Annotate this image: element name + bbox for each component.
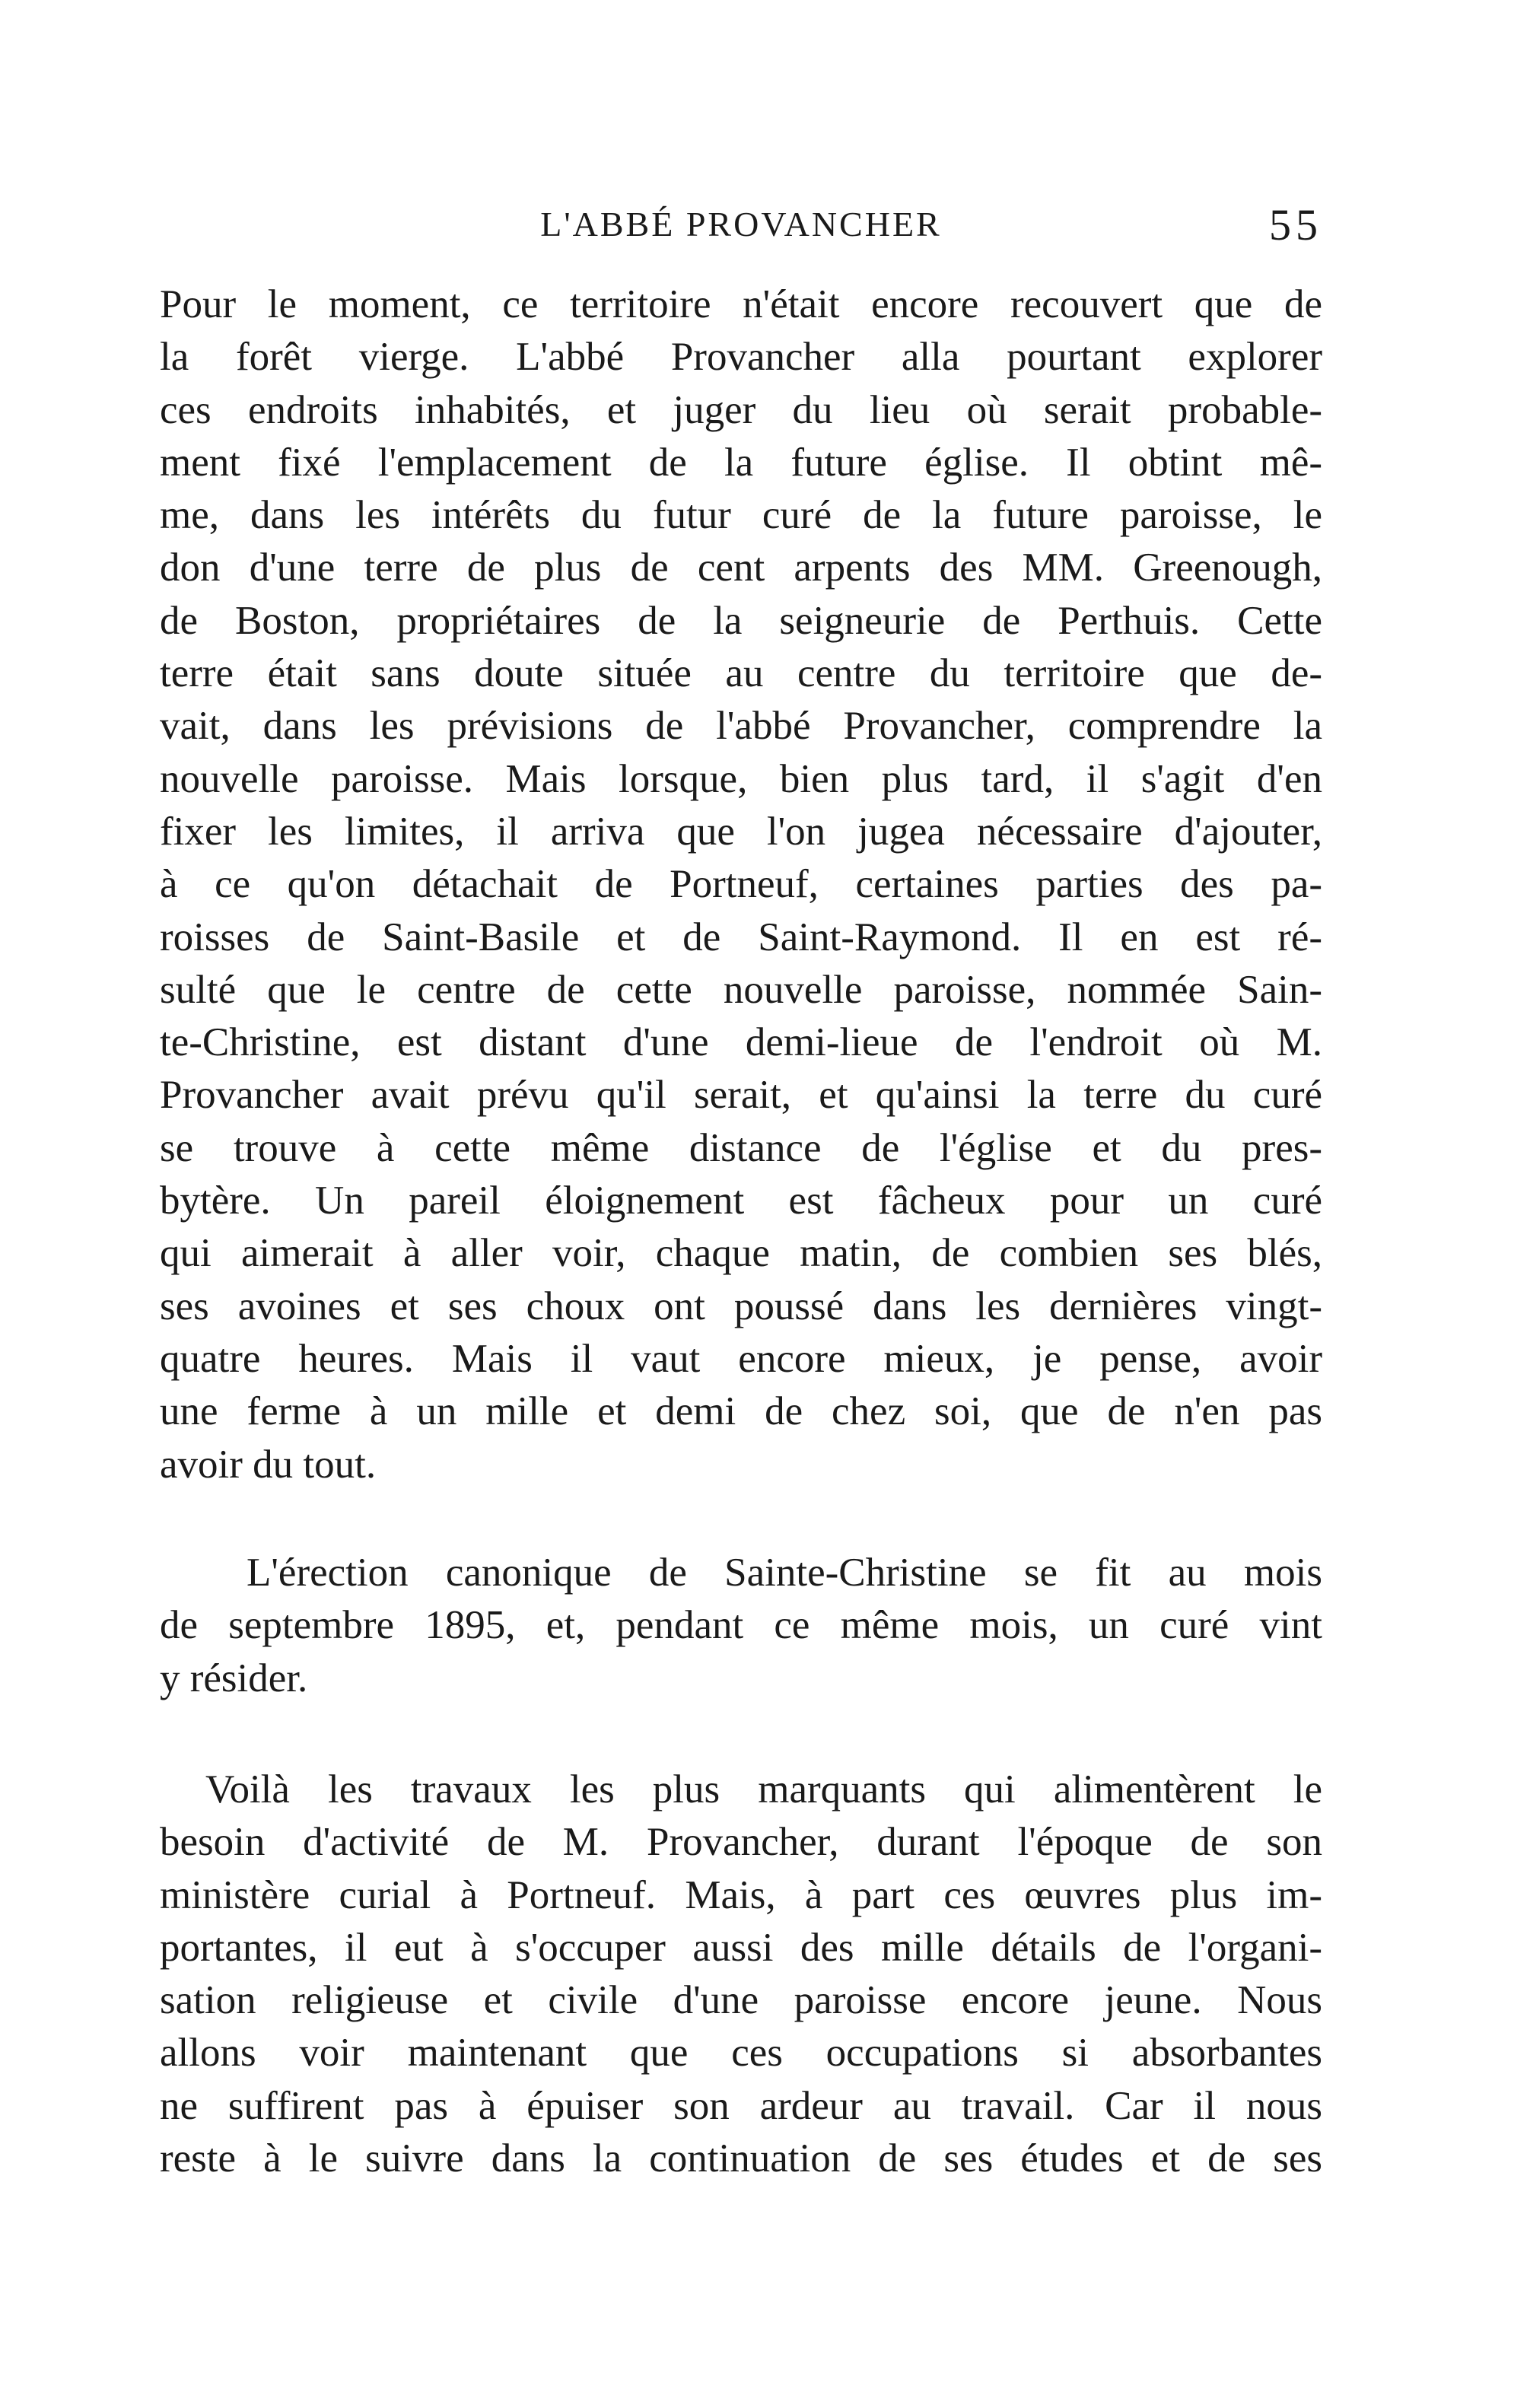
text-line: Voilà les travaux les plus marquants qui alimentèrent le [205,1767,1322,1812]
text-line: te-Christine, est distant d'une demi-lieue de l'endroit où M. [160,1020,1322,1065]
text-line: allons voir maintenant que ces occupations si absorbantes [160,2031,1322,2076]
text-line: bytère. Un pareil éloignement est fâcheux pour un curé [160,1179,1322,1223]
paragraph-2 [160,1547,1322,1705]
text-line: de septembre 1895, et, pendant ce même mois, un curé vint [160,1603,1322,1648]
text-line: fixer les limites, il arriva que l'on jugea nécessaire d'ajouter, [160,809,1322,854]
text-line: sation religieuse et civile d'une paroisse encore jeune. Nous [160,1978,1322,2023]
text-line: ne suffirent pas à épuiser son ardeur au travail. Car il nous [160,2083,1322,2128]
text-line: me, dans les intérêts du futur curé de la future paroisse, le [160,493,1322,538]
text-line: ministère curial à Portneuf. Mais, à part ces œuvres plus im- [160,1872,1322,1917]
page-number: 55 [1269,200,1322,250]
text-line: roisses de Saint-Basile et de Saint-Raymond. Il en est ré- [160,915,1322,959]
text-line: de Boston, propriétaires de la seigneurie de Perthuis. Cette [160,598,1322,643]
text-line: quatre heures. Mais il vaut encore mieux, je pense, avoir [160,1336,1322,1381]
running-title: L'ABBÉ PROVANCHER [540,205,942,243]
text-line: besoin d'activité de M. Provancher, durant l'époque de son [160,1820,1322,1865]
text-line: Provancher avait prévu qu'il serait, et qu'ainsi la terre du curé [160,1073,1322,1118]
text-line: sulté que le centre de cette nouvelle paroisse, nommée Sain- [160,967,1322,1012]
text-line: avoir du tout. [160,1442,377,1487]
running-head [160,200,1322,257]
text-line: reste à le suivre dans la continuation de ses études et de ses [160,2136,1322,2181]
text-line: ment fixé l'emplacement de la future église. Il obtint mê- [160,440,1322,485]
text-line: portantes, il eut à s'occuper aussi des mille détails de l'organi- [160,1925,1322,1970]
text-line: don d'une terre de plus de cent arpents des MM. Greenough, [160,546,1322,590]
text-line: y résider. [160,1656,308,1700]
text-line: L'érection canonique de Sainte-Christine se fit au mois [247,1551,1322,1595]
text-line: une ferme à un mille et demi de chez soi, que de n'en pas [160,1389,1322,1434]
text-line: ses avoines et ses choux ont poussé dans les dernières vingt- [160,1284,1322,1328]
text-line: terre était sans doute située au centre du territoire que de- [160,651,1322,696]
paragraph-1 [160,278,1322,1491]
text-line: qui aimerait à aller voir, chaque matin, de combien ses blés, [160,1231,1322,1276]
text-line: vait, dans les prévisions de l'abbé Provancher, comprendre la [160,704,1322,749]
text-line: à ce qu'on détachait de Portneuf, certaines parties des pa- [160,862,1322,907]
text-line: la forêt vierge. L'abbé Provancher alla pourtant explorer [160,335,1322,380]
text-line: se trouve à cette même distance de l'église et du pres- [160,1125,1322,1170]
text-line: Pour le moment, ce territoire n'était encore recouvert que de [160,282,1322,326]
text-line: nouvelle paroisse. Mais lorsque, bien plus tard, il s'agit d'en [160,756,1322,801]
text-line: ces endroits inhabités, et juger du lieu où serait probable- [160,387,1322,432]
paragraph-3 [160,1764,1322,2185]
